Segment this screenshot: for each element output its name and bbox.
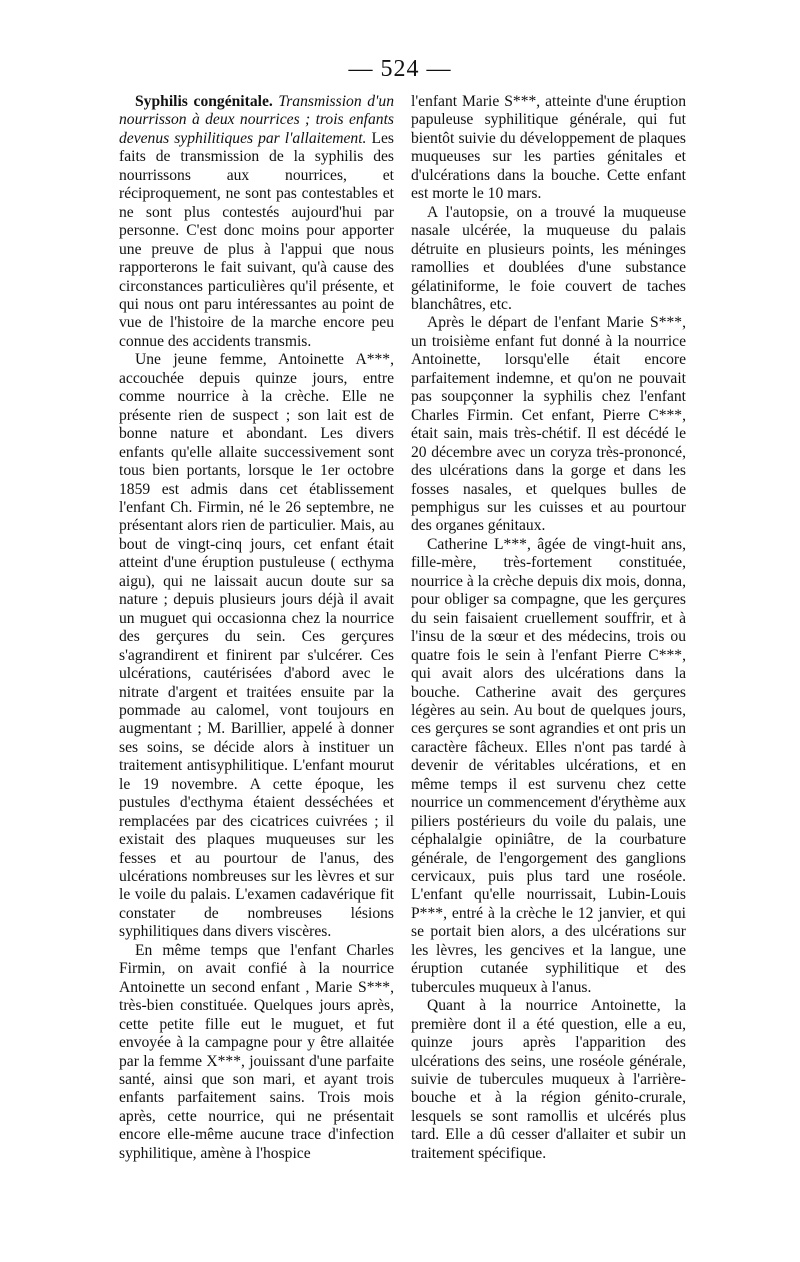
paragraph: Une jeune femme, Antoinette A***, accouchée depuis quinze jours, entre comme nourrice à la crèche. Elle ne présente rien de suspect ; son lait est de bonne nature et abondant. Les divers enfants qu'elle allaite successivement sont tous bien portants, lorsque le 1er octobre 1859 est admis dans cet établissement l'enfant Ch. Firmin, né le 26 septembre, ne présentant alors rien de particulier. Mais, au bout de vingt-cinq jours, cet enfant était atteint d'une éruption pustuleuse ( ecthyma aigu), qui ne laissait aucun doute sur sa nature ; depuis plusieurs jours déjà il avait un muguet qui occasionna chez la nourrice des gerçures du sein. Ces gerçures s'agrandirent et finirent par s'ulcérer. Ces ulcérations, cautérisées d'abord avec le nitrate d'argent et traitées ensuite par la pommade au calomel, vont toujours en augmentant ; M. Barillier, appelé à donner ses soins, se décide alors à instituer un traitement antisyphilitique. L'enfant mourut le 19 novembre. A cette époque, les pustules d'ecthyma étaient desséchées et remplacées par des cicatrices cuivrées ; il existait des plaques muqueuses sur les fesses et au pourtour de l'anus, des ulcérations nombreuses sur les lèvres et sur le voile du palais. L'examen cadavérique fit constater de nombreuses lésions syphilitiques dans divers viscères. (119, 351, 394, 941)
page-number: — 524 — (348, 56, 452, 82)
paragraph: Après le départ de l'enfant Marie S***, un troisième enfant fut donné à la nourrice Antoinette, lorsqu'elle était encore parfaitement indemne, et qu'on ne pouvait pas soupçonner la syphilis chez l'enfant Charles Firmin. Cet enfant, Pierre C***, était sain, mais très-chétif. Il est décédé le 20 décembre avec un coryza très-prononcé, des ulcérations dans la gorge et dans les fosses nasales, et quelques bulles de pemphigus sur les cuisses et au pourtour des organes génitaux. (411, 314, 686, 535)
paragraph-continued: l'enfant Marie S***, atteinte d'une éruption papuleuse syphilitique générale, qui fut bientôt suivie du développement de plaques muqueuses sur les parties génitales et d'ulcérations dans la bouche. Cette enfant est morte le 10 mars. (411, 93, 686, 203)
left-column (119, 93, 394, 1163)
paragraph: Catherine L***, âgée de vingt-huit ans, fille-mère, très-fortement constituée, nourrice à la crèche depuis dix mois, donna, pour obliger sa compagne, que les gerçures du sein faisaient cruellement souffrir, et à l'insu de la sœur et des médecins, trois ou quatre fois le sein à l'enfant Pierre C***, qui avait alors des ulcérations dans la bouche. Catherine avait des gerçures légères au sein. Au bout de quelques jours, ces gerçures se sont agrandies et ont pris un caractère fâcheux. Elles n'ont pas tardé à devenir de véritables ulcérations, et en même temps il est survenu chez cette nourrice un commencement d'érythème aux piliers postérieurs du voile du palais, une céphalalgie opiniâtre, de la courbature générale, de l'engorgement des ganglions cervicaux, puis plus tard une roséole. L'enfant qu'elle nourrissait, Lubin-Louis P***, entré à la crèche le 12 janvier, et qui se portait bien alors, a des ulcérations sur les lèvres, les gencives et la langue, une éruption cutanée syphilitique et des tubercules muqueux à l'anus. (411, 535, 686, 996)
paragraph: En même temps que l'enfant Charles Firmin, on avait confié à la nourrice Antoinette un second enfant , Marie S***, très-bien constituée. Quelques jours après, cette petite fille eut le muguet, et fut envoyée à la campagne pour y être allaitée par la femme X***, jouissant d'une parfaite santé, ainsi que son mari, et ayant trois enfants parfaitement sains. Trois mois après, cette nourrice, qui ne présentait encore elle-même aucune trace d'infection syphilitique, amène à l'hospice (119, 941, 394, 1162)
paragraph: Quant à la nourrice Antoinette, la première dont il a été question, elle a eu, quinze jours après l'apparition des ulcérations des seins, une roséole générale, suivie de tubercules muqueux à l'arrière-bouche et à la région génito-crurale, lesquels se sont ramollis et ulcérés plus tard. Elle a dû cesser d'allaiter et subir un traitement spécifique. (411, 997, 686, 1162)
right-column (411, 93, 686, 1163)
section-title: Syphilis congénitale. (135, 93, 273, 110)
article-intro-paragraph (119, 93, 394, 351)
paragraph: A l'autopsie, on a trouvé la muqueuse nasale ulcérée, la muqueuse du palais détruite en plusieurs points, les méninges ramollies et doublées d'une substance gélatiniforme, le foie couvert de taches blanchâtres, etc. (411, 203, 686, 313)
paragraph-text: Les faits de transmission de la syphilis des nourrissons aux nourrices, et réciproquement, ne sont pas contestables et ne sont plus contestés aujourd'hui par personne. C'est donc moins pour apporter une preuve de plus à l'appui que nous rapporterons le fait suivant, qu'à cause des circonstances particulières qu'il présente, et qui nous ont paru intéressantes au point de vue de l'histoire de la marche encore peu connue des accidents transmis. (119, 129, 394, 350)
section-subtitle: Transmission d'un nourrisson à deux nourrices ; trois enfants devenus syphilitiques par l'allaitement. (119, 93, 394, 147)
